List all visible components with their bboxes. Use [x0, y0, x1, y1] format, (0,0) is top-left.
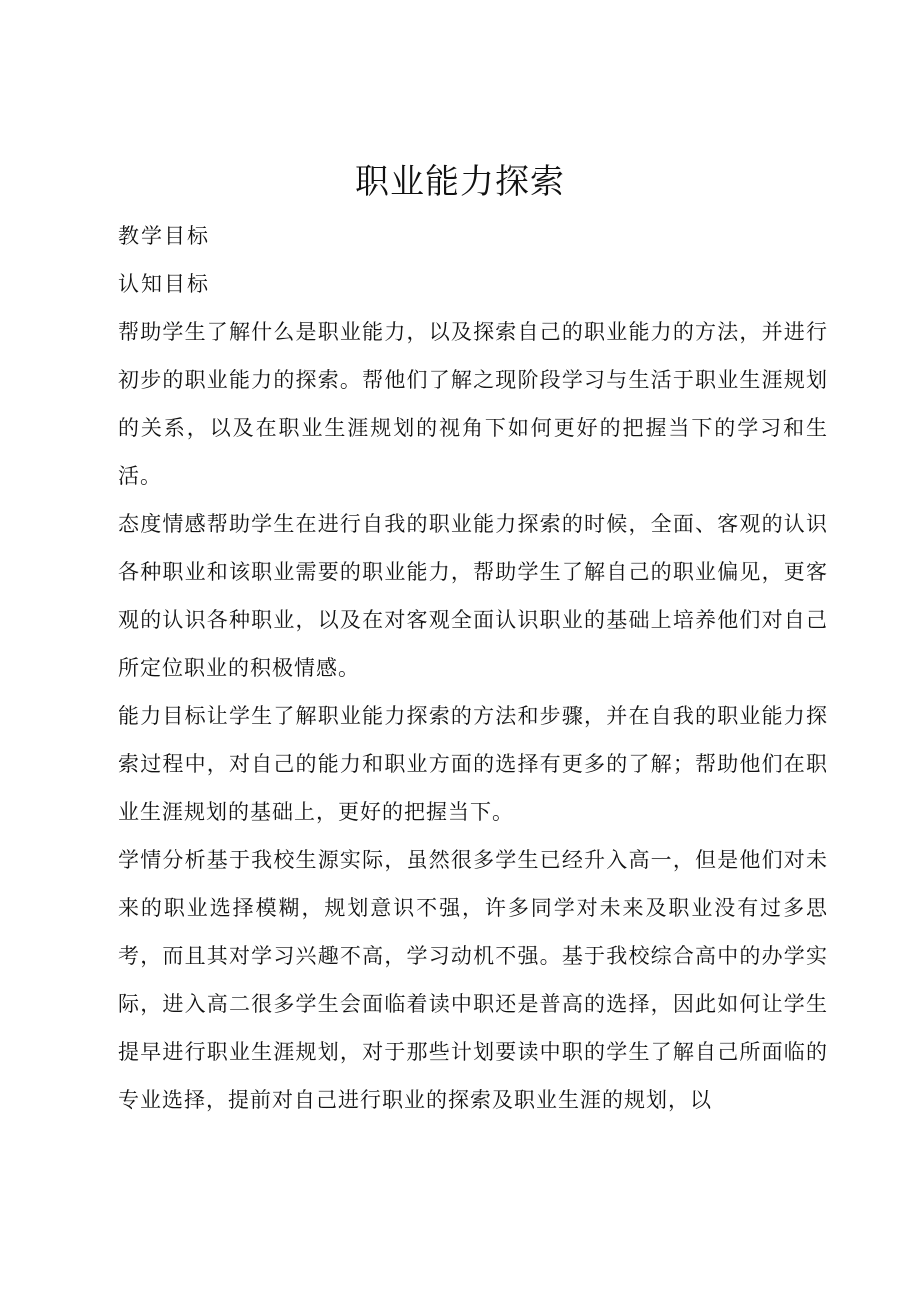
section-heading-teaching-goals: 教学目标: [118, 224, 210, 248]
paragraph-ability-goals: 能力目标让学生了解职业能力探索的方法和步骤，并在自我的职业能力探索过程中，对自己的能力和职业方面的选择有更多的了解；帮助他们在职业生涯规划的基础上，更好的把握当下。: [118, 704, 828, 824]
document-title: 职业能力探索: [355, 162, 565, 202]
paragraph-cognitive-goals: 帮助学生了解什么是职业能力，以及探索自己的职业能力的方法，并进行初步的职业能力的探索。帮他们了解之现阶段学习与生活于职业生涯规划的关系，以及在职业生涯规划的视角下如何更好的把握当下的学习和生活。: [118, 320, 828, 488]
document-body: [118, 212, 828, 1124]
section-heading-cognitive-goals: 认知目标: [118, 272, 210, 296]
paragraph-student-analysis: 学情分析基于我校生源实际，虽然很多学生已经升入高一，但是他们对未来的职业选择模糊，规划意识不强，许多同学对未来及职业没有过多思考，而且其对学习兴趣不高，学习动机不强。基于我校综合高中的办学实际，进入高二很多学生会面临着读中职还是普高的选择，因此如何让学生提早进行职业生涯规划，对于那些计划要读中职的学生了解自己所面临的专业选择，提前对自己进行职业的探索及职业生涯的规划，以: [118, 848, 828, 1112]
paragraph-attitude-emotion: 态度情感帮助学生在进行自我的职业能力探索的时候，全面、客观的认识各种职业和该职业需要的职业能力，帮助学生了解自己的职业偏见，更客观的认识各种职业，以及在对客观全面认识职业的基础上培养他们对自己所定位职业的积极情感。: [118, 512, 828, 680]
